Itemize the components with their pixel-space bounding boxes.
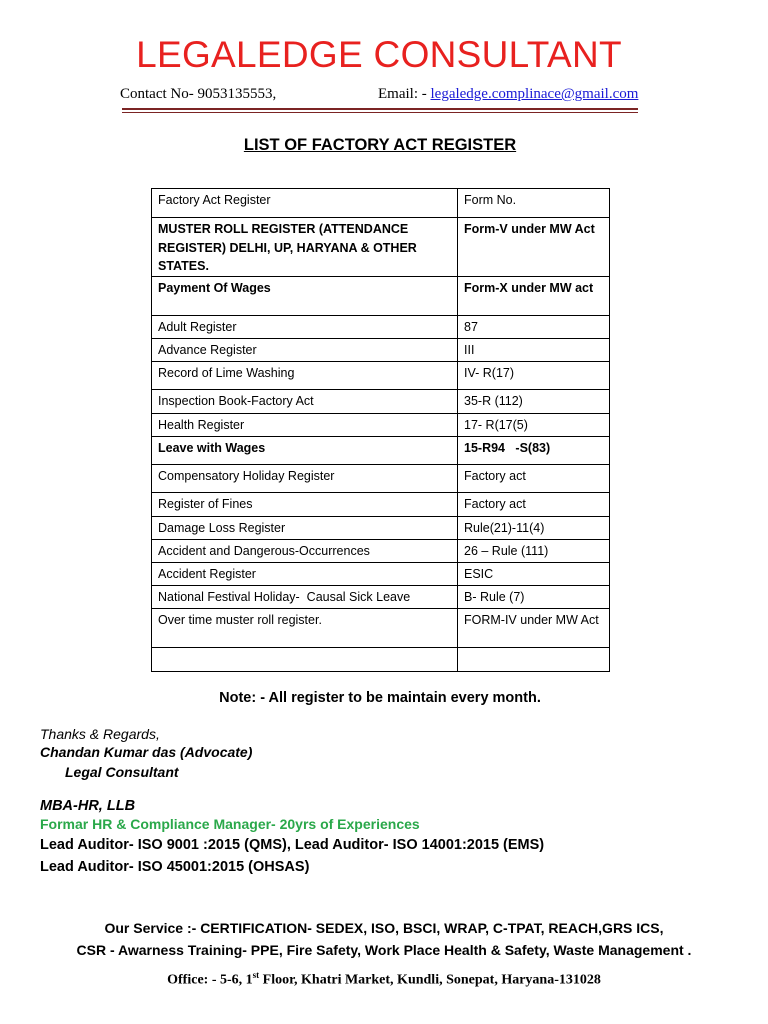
signer-name: Chandan Kumar das (Advocate)	[40, 744, 253, 760]
signer-degree: MBA-HR, LLB	[40, 798, 136, 814]
table-row	[152, 361, 610, 389]
company-name: LEGALEDGE CONSULTANT	[136, 34, 622, 75]
document-title	[0, 136, 760, 155]
form-number-cell: Factory act	[458, 492, 610, 516]
register-name-cell: Damage Loss Register	[152, 516, 458, 539]
table-row	[152, 338, 610, 361]
form-number-cell: III	[458, 338, 610, 361]
signoff-thanks: Thanks & Regards,	[40, 726, 160, 742]
form-number-cell: Factory act	[458, 464, 610, 492]
auditor-credentials-2: Lead Auditor- ISO 45001:2015 (OHSAS)	[40, 859, 310, 875]
table-row	[152, 492, 610, 516]
email-link[interactable]: legaledge.complinace@gmail.com	[430, 86, 639, 102]
signer-role: Legal Consultant	[65, 764, 179, 780]
office-address	[0, 970, 768, 989]
table-row	[152, 276, 610, 315]
office-address-prefix: Office: - 5-6, 1	[167, 972, 253, 988]
register-name-cell: Adult Register	[152, 315, 458, 338]
register-table	[151, 188, 610, 672]
register-name-cell	[152, 647, 458, 671]
register-name-cell: Leave with Wages	[152, 436, 458, 464]
register-name-cell: Payment Of Wages	[152, 276, 458, 315]
table-row	[152, 464, 610, 492]
table-row	[152, 315, 610, 338]
register-name-cell: Accident Register	[152, 562, 458, 585]
register-name-cell: National Festival Holiday- Causal Sick Leave	[152, 585, 458, 608]
header-divider-thin	[122, 112, 638, 113]
table-row	[152, 608, 610, 647]
office-address-suffix: Floor, Khatri Market, Kundli, Sonepat, Haryana-131028	[259, 972, 601, 988]
form-number-cell: 15-R94 -S(83)	[458, 436, 610, 464]
document-title-text: LIST OF FACTORY ACT REGISTER	[243, 136, 517, 154]
table-row	[152, 436, 610, 464]
services-line-2: CSR - Awarness Training- PPE, Fire Safety, Work Place Health & Safety, Waste Management .	[76, 942, 692, 958]
table-row	[152, 562, 610, 585]
form-number-cell: B- Rule (7)	[458, 585, 610, 608]
form-number-cell: ESIC	[458, 562, 610, 585]
auditor-credentials-1: Lead Auditor- ISO 9001 :2015 (QMS), Lead Auditor- ISO 14001:2015 (EMS)	[40, 837, 545, 853]
register-name-cell: Over time muster roll register.	[152, 608, 458, 647]
note-text: Note: - All register to be maintain every month.	[219, 690, 541, 706]
table-row	[152, 516, 610, 539]
register-name-cell: Advance Register	[152, 338, 458, 361]
table-row	[152, 218, 610, 277]
form-number-cell: 26 – Rule (111)	[458, 539, 610, 562]
services-line-1: Our Service :- CERTIFICATION- SEDEX, ISO, BSCI, WRAP, C-TPAT, REACH,GRS ICS,	[104, 920, 664, 936]
table-row	[152, 413, 610, 436]
register-name-cell: Compensatory Holiday Register	[152, 464, 458, 492]
form-number-cell: Form-V under MW Act	[458, 218, 610, 277]
form-number-cell: 17- R(17(5)	[458, 413, 610, 436]
table-row	[152, 647, 610, 671]
header-cell-form: Form No.	[458, 189, 610, 218]
form-number-cell: IV- R(17)	[458, 361, 610, 389]
email-label: Email: -	[378, 86, 431, 102]
register-name-cell: Accident and Dangerous-Occurrences	[152, 539, 458, 562]
form-number-cell: 35-R (112)	[458, 389, 610, 413]
register-name-cell: MUSTER ROLL REGISTER (ATTENDANCE REGISTER) DELHI, UP, HARYANA & OTHER STATES.	[152, 218, 458, 277]
header-divider	[122, 108, 638, 110]
form-number-cell: FORM-IV under MW Act	[458, 608, 610, 647]
table-header-row	[152, 189, 610, 218]
form-number-cell	[458, 647, 610, 671]
register-name-cell: Inspection Book-Factory Act	[152, 389, 458, 413]
signer-experience: Formar HR & Compliance Manager- 20yrs of Experiences	[40, 816, 420, 832]
form-number-cell: Rule(21)-11(4)	[458, 516, 610, 539]
office-address-sup: st	[252, 970, 260, 980]
register-name-cell: Health Register	[152, 413, 458, 436]
form-number-cell: 87	[458, 315, 610, 338]
register-name-cell: Record of Lime Washing	[152, 361, 458, 389]
table-row	[152, 539, 610, 562]
table-row	[152, 585, 610, 608]
register-name-cell: Register of Fines	[152, 492, 458, 516]
form-number-cell: Form-X under MW act	[458, 276, 610, 315]
table-row	[152, 389, 610, 413]
header-cell-register: Factory Act Register	[152, 189, 458, 218]
email-line	[378, 86, 638, 103]
contact-number: Contact No- 9053135553,	[120, 86, 277, 102]
